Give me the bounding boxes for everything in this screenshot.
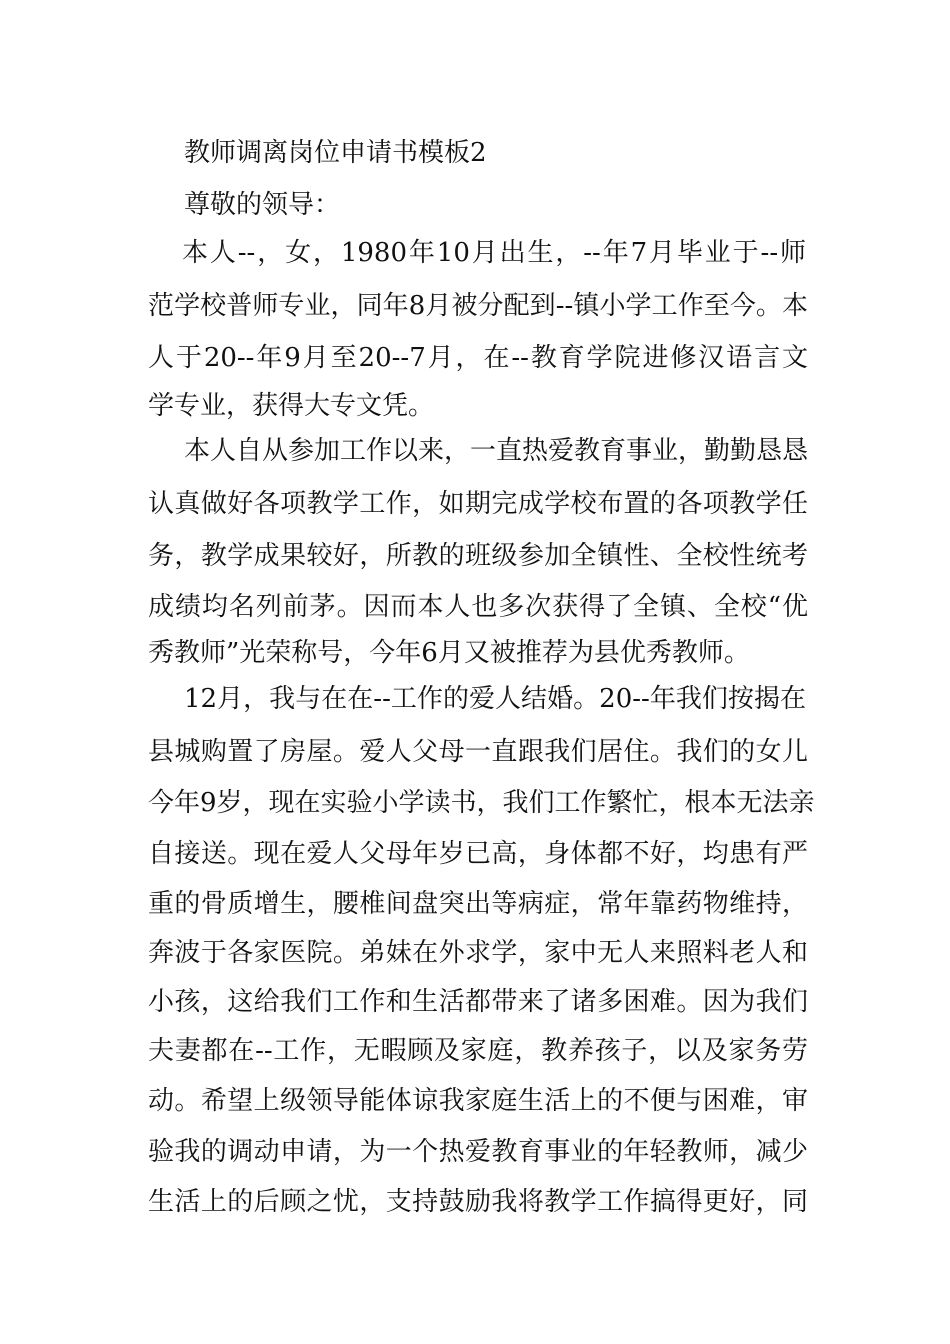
paragraph-line: 生活上的后顾之忧，支持鼓励我将教学工作搞得更好，同 bbox=[148, 1187, 808, 1217]
paragraph-line: 重的骨质增生，腰椎间盘突出等病症，常年靠药物维持， bbox=[148, 889, 808, 919]
paragraph-line: 本人--，女，1980年10月出生，--年7月毕业于--师 bbox=[182, 238, 806, 268]
paragraph-line: 夫妻都在--工作，无暇顾及家庭，教养孩子，以及家务劳 bbox=[148, 1036, 808, 1066]
paragraph-line: 范学校普师专业，同年8月被分配到--镇小学工作至今。本 bbox=[148, 291, 808, 321]
paragraph-line: 成绩均名列前茅。因而本人也多次获得了全镇、全校“优 bbox=[148, 592, 808, 622]
paragraph-line: 本人自从参加工作以来，一直热爱教育事业，勤勤恳恳 bbox=[184, 436, 809, 466]
paragraph-line: 12月，我与在在--工作的爱人结婚。20--年我们按揭在 bbox=[184, 684, 806, 714]
paragraph-line: 奔波于各家医院。弟妹在外求学，家中无人来照料老人和 bbox=[148, 938, 808, 968]
paragraph-line: 县城购置了房屋。爱人父母一直跟我们居住。我们的女儿 bbox=[148, 737, 808, 767]
paragraph-line: 动。希望上级领导能体谅我家庭生活上的不便与困难，审 bbox=[148, 1086, 808, 1116]
paragraph-line: 人于20--年9月至20--7月，在--教育学院进修汉语言文 bbox=[148, 343, 808, 373]
paragraph-line: 今年9岁，现在实验小学读书，我们工作繁忙，根本无法亲 bbox=[148, 788, 815, 818]
document-title: 教师调离岗位申请书模板2 bbox=[184, 138, 487, 168]
paragraph-line: 学专业，获得大专文凭。 bbox=[148, 391, 435, 421]
paragraph-line: 务，教学成果较好，所教的班级参加全镇性、全校性统考 bbox=[148, 541, 808, 571]
paragraph-line: 秀教师”光荣称号，今年6月又被推荐为县优秀教师。 bbox=[148, 638, 750, 668]
paragraph-line: 自接送。现在爱人父母年岁已高，身体都不好，均患有严 bbox=[148, 839, 808, 869]
paragraph-line: 小孩，这给我们工作和生活都带来了诸多困难。因为我们 bbox=[148, 987, 808, 1017]
paragraph-line: 验我的调动申请，为一个热爱教育事业的年轻教师，减少 bbox=[148, 1137, 808, 1167]
salutation: 尊敬的领导： bbox=[184, 190, 341, 220]
paragraph-line: 认真做好各项教学工作，如期完成学校布置的各项教学任 bbox=[148, 489, 808, 519]
